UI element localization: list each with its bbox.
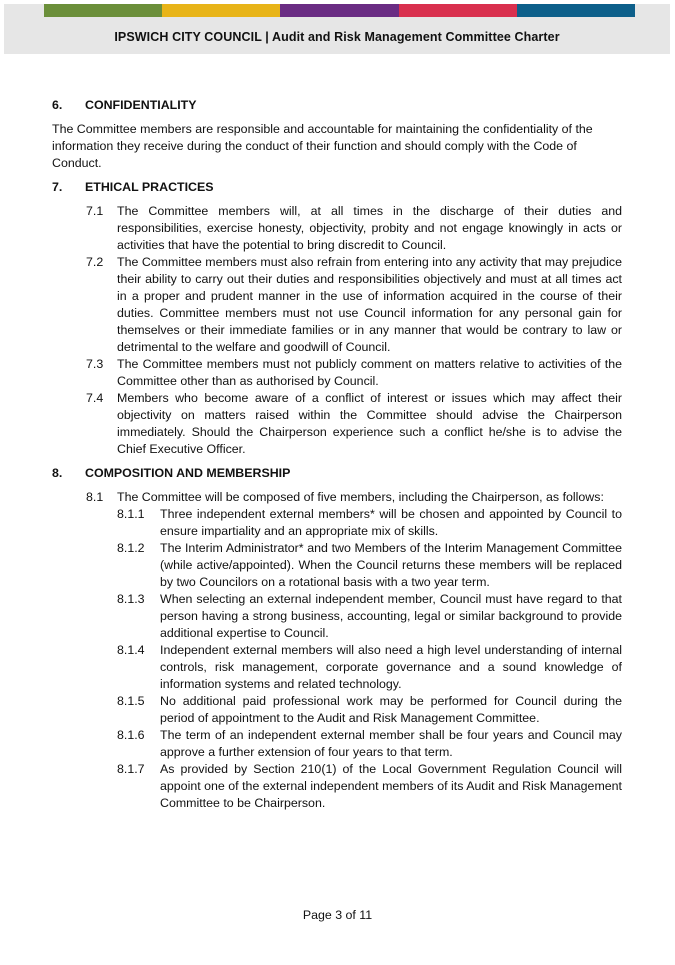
- clause-text: The term of an independent external member shall be four years and Council may approve a further extension of four years to that term.: [160, 728, 622, 759]
- clause-8-1-3: [117, 591, 622, 642]
- clause-8-1: [86, 489, 622, 506]
- clause-number: 7.2: [86, 255, 104, 269]
- header-color-stripes: [44, 4, 635, 17]
- section-7-heading: [52, 179, 622, 196]
- stripe-yellow: [162, 4, 280, 17]
- clause-7-1: [86, 203, 622, 254]
- clause-8-1-7: [117, 761, 622, 812]
- stripe-red: [399, 4, 517, 17]
- confidentiality-paragraph: The Committee members are responsible and accountable for maintaining the confidentiality of the information they receive during the conduct of their function and should comply with the Code of Conduct.: [52, 122, 593, 170]
- section-number: 7.: [52, 180, 63, 194]
- clause-number: 8.1: [86, 490, 104, 504]
- clause-number: 8.1.7: [117, 762, 145, 776]
- clause-8-1-5: [117, 693, 622, 727]
- clause-8-1-2: [117, 540, 622, 591]
- clause-8-1-6: [117, 727, 622, 761]
- clause-8-1-1: [117, 506, 622, 540]
- section-title: ETHICAL PRACTICES: [85, 180, 214, 194]
- stripe-green: [44, 4, 162, 17]
- section-number: 6.: [52, 98, 63, 112]
- clause-text: The Interim Administrator* and two Members of the Interim Management Committee (while active/appointed). When the Council returns these members will be replaced by two Councilors on a rotational basis with a two year term.: [160, 541, 622, 589]
- clause-text: No additional paid professional work may be performed for Council during the period of appointment to the Audit and Risk Management Committee.: [160, 694, 622, 725]
- clause-text: The Committee members must not publicly comment on matters relative to activities of the Committee other than as authorised by Council.: [117, 357, 622, 388]
- section-6-heading: [52, 97, 622, 114]
- clause-7-2: [86, 254, 622, 356]
- clause-8-1-4: [117, 642, 622, 693]
- clause-number: 8.1.5: [117, 694, 145, 708]
- page-number: Page 3 of 11: [302, 908, 373, 922]
- clause-text: The Committee members must also refrain from entering into any activity that may prejudice their ability to carry out their duties and responsibilities objectively and must at all times act in a proper and prudent manner in the use of information acquired in the course of their duties. Committee members must not use Council information for any personal gain for themselves or their immediate families or in any manner that would be contrary to law or detrimental to the welfare and goodwill of Council.: [117, 255, 622, 354]
- clause-text: Three independent external members* will be chosen and appointed by Council to ensure impartiality and an appropriate mix of skills.: [160, 507, 622, 538]
- section-8-heading: [52, 465, 622, 482]
- clause-number: 7.1: [86, 204, 104, 218]
- stripe-blue: [517, 4, 635, 17]
- clause-text: Independent external members will also need a high level understanding of internal controls, risk management, corporate governance and a sound knowledge of information systems and related technology.: [160, 643, 622, 691]
- clause-7-4: [86, 390, 622, 458]
- clause-number: 8.1.6: [117, 728, 145, 742]
- clause-number: 8.1.3: [117, 592, 145, 606]
- clause-number: 8.1.4: [117, 643, 145, 657]
- clause-text: As provided by Section 210(1) of the Local Government Regulation Council will appoint one of the external independent members of its Audit and Risk Management Committee to be Chairperson.: [160, 762, 622, 810]
- clause-7-3: [86, 356, 622, 390]
- section-title: COMPOSITION AND MEMBERSHIP: [85, 466, 291, 480]
- section-title: CONFIDENTIALITY: [85, 98, 197, 112]
- page-content: [52, 97, 622, 812]
- clause-number: 8.1.2: [117, 541, 145, 555]
- header-title: IPSWICH CITY COUNCIL | Audit and Risk Management Committee Charter: [114, 30, 560, 44]
- section-number: 8.: [52, 466, 63, 480]
- clause-number: 7.3: [86, 357, 104, 371]
- clause-text: When selecting an external independent member, Council must have regard to that person having a strong business, accounting, legal or similar background to provide additional expertise to Council.: [160, 592, 622, 640]
- clause-text: The Committee will be composed of five members, including the Chairperson, as follows:: [117, 490, 604, 504]
- page-header: [4, 4, 670, 54]
- clause-text: Members who become aware of a conflict of interest or issues which may affect their objectivity on matters raised within the Committee should advise the Chairperson immediately. Should the Chairperson experience such a conflict he/she is to advise the Chief Executive Officer.: [117, 391, 622, 456]
- clause-number: 8.1.1: [117, 507, 145, 521]
- clause-text: The Committee members will, at all times in the discharge of their duties and responsibilities, exercise honesty, objectivity, probity and not engage knowingly in acts or activities that have the potential to bring discredit to Council.: [117, 204, 622, 252]
- clause-number: 7.4: [86, 391, 104, 405]
- stripe-purple: [280, 4, 398, 17]
